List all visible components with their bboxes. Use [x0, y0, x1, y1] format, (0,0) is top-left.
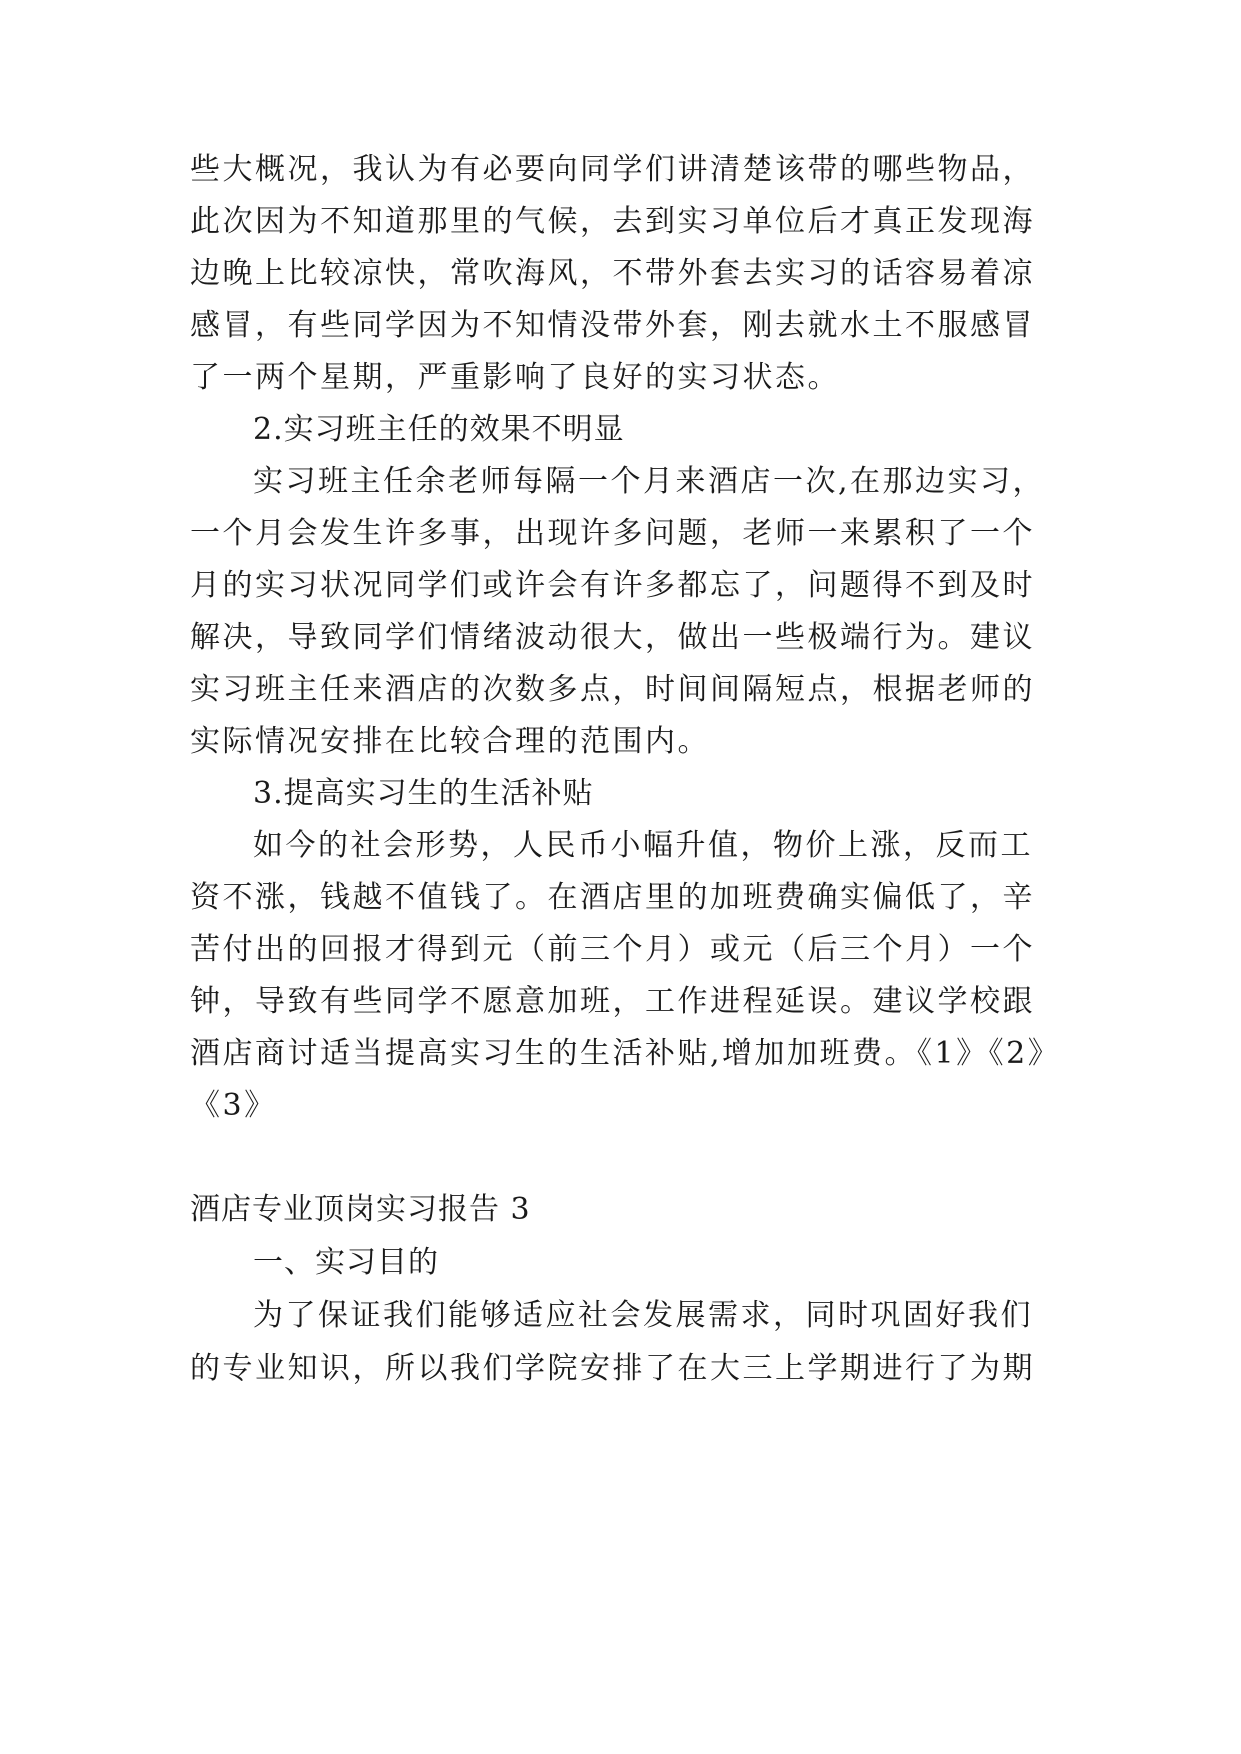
paragraph-line: 资不涨，钱越不值钱了。在酒店里的加班费确实偏低了，辛: [190, 880, 1035, 915]
paragraph-line: 实习班主任来酒店的次数多点，时间间隔短点，根据老师的: [190, 672, 1035, 707]
paragraph-line: 实习班主任余老师每隔一个月来酒店一次,在那边实习，: [253, 464, 1046, 499]
paragraph-line: 的专业知识，所以我们学院安排了在大三上学期进行了为期: [190, 1351, 1035, 1386]
paragraph-line: 为了保证我们能够适应社会发展需求，同时巩固好我们: [253, 1298, 1033, 1333]
paragraph-line: 解决，导致同学们情绪波动很大，做出一些极端行为。建议: [190, 620, 1035, 655]
section-heading: 一、实习目的: [253, 1245, 439, 1280]
paragraph-line: 苦付出的回报才得到元（前三个月）或元（后三个月）一个: [190, 932, 1035, 967]
paragraph-line: 《3》: [190, 1088, 277, 1123]
section-heading: 2.实习班主任的效果不明显: [253, 412, 625, 447]
paragraph-line: 了一两个星期，严重影响了良好的实习状态。: [190, 360, 840, 395]
paragraph-line: 酒店商讨适当提高实习生的生活补贴,增加加班费。《1》《2》: [190, 1036, 1061, 1071]
paragraph-line: 如今的社会形势，人民币小幅升值，物价上涨，反而工: [253, 828, 1033, 863]
paragraph-line: 些大概况，我认为有必要向同学们讲清楚该带的哪些物品，: [190, 152, 1035, 187]
paragraph-line: 一个月会发生许多事，出现许多问题，老师一来累积了一个: [190, 516, 1035, 551]
paragraph-line: 感冒，有些同学因为不知情没带外套，刚去就水土不服感冒: [190, 308, 1035, 343]
paragraph-line: 实际情况安排在比较合理的范围内。: [190, 724, 710, 759]
section-heading: 3.提高实习生的生活补贴: [253, 776, 594, 811]
paragraph-line: 钟，导致有些同学不愿意加班，工作进程延误。建议学校跟: [190, 984, 1035, 1019]
paragraph-line: 月的实习状况同学们或许会有许多都忘了，问题得不到及时: [190, 568, 1035, 603]
paragraph-line: 此次因为不知道那里的气候，去到实习单位后才真正发现海: [190, 204, 1035, 239]
paragraph-line: 边晚上比较凉快，常吹海风，不带外套去实习的话容易着凉: [190, 256, 1035, 291]
report-title: 酒店专业顶岗实习报告 3: [190, 1192, 531, 1227]
